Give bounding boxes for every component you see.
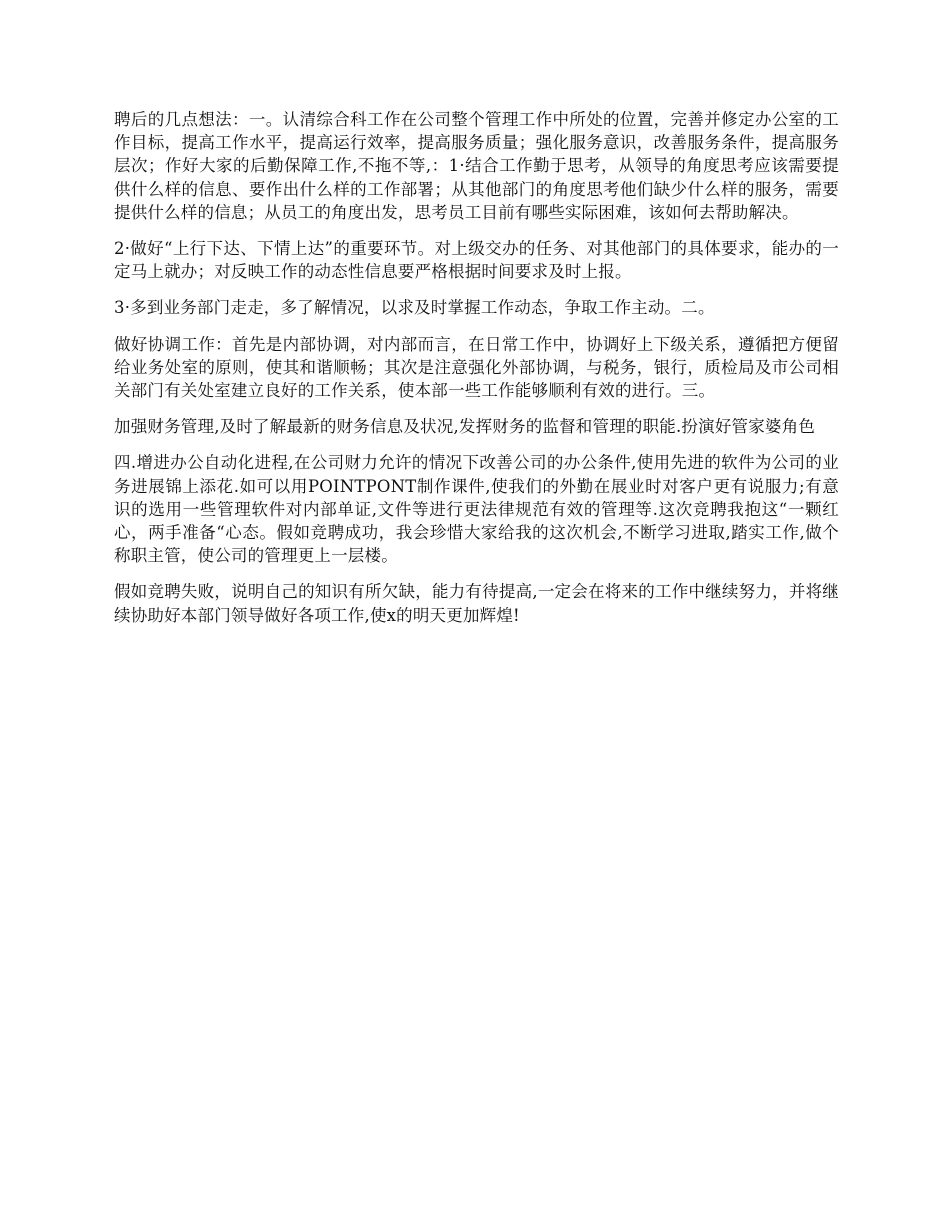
paragraph-3: 3·多到业务部门走走，多了解情况，以求及时掌握工作动态，争取工作主动。二。 (114, 298, 715, 318)
paragraph-2: 2·做好“上行下达、下情上达”的重要环节。对上级交办的任务、对其他部门的具体要求，能办的一定马上就办；对反映工作的动态性信息要严格根据时间要求及时上报。 (114, 239, 839, 282)
paragraph-5: 加强财务管理,及时了解最新的财务信息及状况,发挥财务的监督和管理的职能.扮演好管家婆角色 (114, 417, 816, 437)
paragraph-4: 做好协调工作：首先是内部协调，对内部而言，在日常工作中，协调好上下级关系，遵循把方便留给业务处室的原则，使其和谐顺畅；其次是注意强化外部协调，与税务，银行，质检局及市公司相关部门有关处室建立良好的工作关系，使本部一些工作能够顺利有效的进行。三。 (114, 334, 839, 401)
paragraph-6: 四.增进办公自动化进程,在公司财力允许的情况下改善公司的办公条件,使用先进的软件为公司的业务进展锦上添花.如可以用POINTPONT制作课件,使我们的外勤在展业时对客户更有说服力;有意识的选用一些管理软件对内部单证,文件等进行更法律规范有效的管理等.这次竞聘我抱这“一颗红心，两手准备“心态。假如竞聘成功，我会珍惜大家给我的这次机会,不断学习进取,踏实工作,做个称职主管，使公司的管理更上一层楼。 (114, 453, 839, 566)
paragraph-7: 假如竞聘失败，说明自己的知识有所欠缺，能力有待提高,一定会在将来的工作中继续努力，并将继续协助好本部门领导做好各项工作,使x的明天更加辉煌! (114, 582, 839, 625)
document-page (114, 108, 839, 640)
paragraph-1: 聘后的几点想法：一。认清综合科工作在公司整个管理工作中所处的位置，完善并修定办公室的工作目标，提高工作水平，提高运行效率，提高服务质量；强化服务意识，改善服务条件，提高服务层次；作好大家的后勤保障工作,不拖不等,：1·结合工作勤于思考，从领导的角度思考应该需要提供什么样的信息、要作出什么样的工作部署；从其他部门的角度思考他们缺少什么样的服务，需要提供什么样的信息；从员工的角度出发，思考员工目前有哪些实际困难，该如何去帮助解决。 (114, 110, 839, 222)
